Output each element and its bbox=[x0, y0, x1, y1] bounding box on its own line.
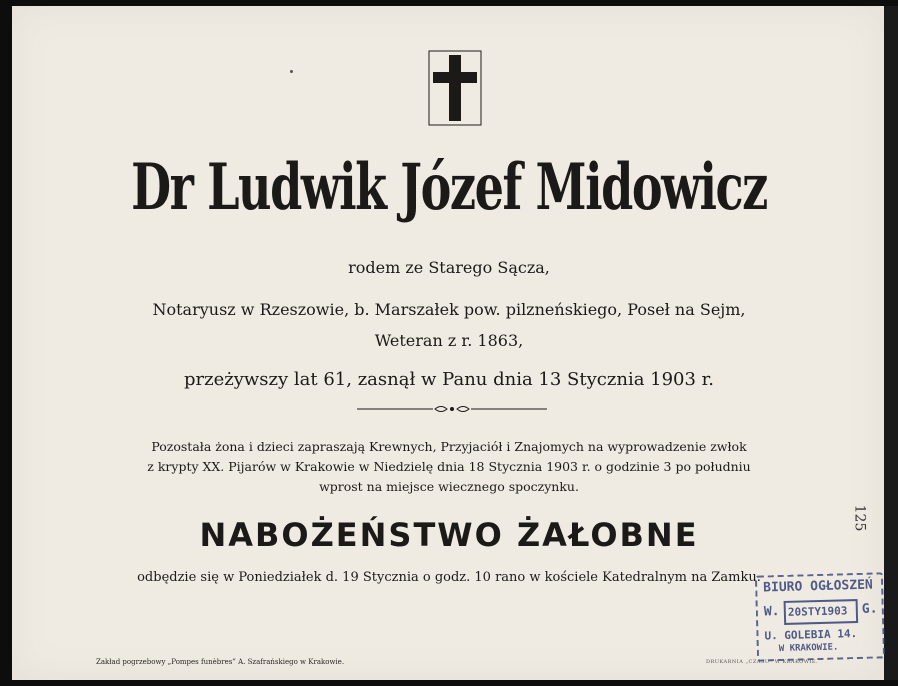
ornamental-divider bbox=[357, 404, 547, 414]
stamp-line-1: BIURO OGŁOSZEŃ bbox=[763, 577, 873, 596]
stamp-left-letter: W. bbox=[763, 604, 780, 620]
office-stamp bbox=[755, 572, 885, 661]
titles-line: Notaryusz w Rzeszowie, b. Marszałek pow. pilzneńskiego, Poseł na Sejm, bbox=[152, 300, 746, 319]
invitation-line-3: wprost na miejsce wiecznego spoczynku. bbox=[319, 479, 579, 494]
deceased-name: Dr Ludwik Józef Midowicz bbox=[131, 150, 767, 225]
ink-speck bbox=[290, 70, 293, 73]
invitation-line-1: Pozostała żona i dzieci zapraszają Krewnych, Przyjaciół i Znajomych na wyprowadzenie zwłok bbox=[151, 439, 747, 454]
service-details: odbędzie się w Poniedziałek d. 19 Stycznia o godz. 10 rano w kościele Katedralnym na Zamku. bbox=[137, 570, 761, 585]
printer-imprint: DRUKARNIA „CZASU” W KRAKOWIE. bbox=[706, 659, 819, 665]
veteran-line: Weteran z r. 1863, bbox=[374, 331, 524, 350]
stamp-right-letter: G. bbox=[861, 601, 878, 617]
death-line: przeżywszy lat 61, zasnął w Panu dnia 13 Stycznia 1903 r. bbox=[183, 369, 715, 390]
service-heading: NABOŻEŃSTWO ŻAŁOBNE bbox=[199, 516, 699, 554]
invitation-line-2: z krypty XX. Pijarów w Krakowie w Niedzielę dnia 18 Stycznia 1903 r. o godzinie 3 po południu bbox=[147, 459, 751, 474]
origin-line: rodem ze Starego Sącza, bbox=[348, 258, 550, 277]
cross-icon bbox=[428, 50, 482, 126]
funeral-home-imprint: Zakład pogrzebowy „Pompes funèbres” A. Szafrańskiego w Krakowie. bbox=[96, 658, 345, 666]
sheet-number: 125 bbox=[851, 504, 868, 532]
stamp-address: U. GOLEBIA 14. bbox=[764, 627, 858, 643]
stamp-date: 20STY1903 bbox=[787, 604, 848, 619]
stamp-city: W KRAKOWIE. bbox=[778, 642, 839, 655]
